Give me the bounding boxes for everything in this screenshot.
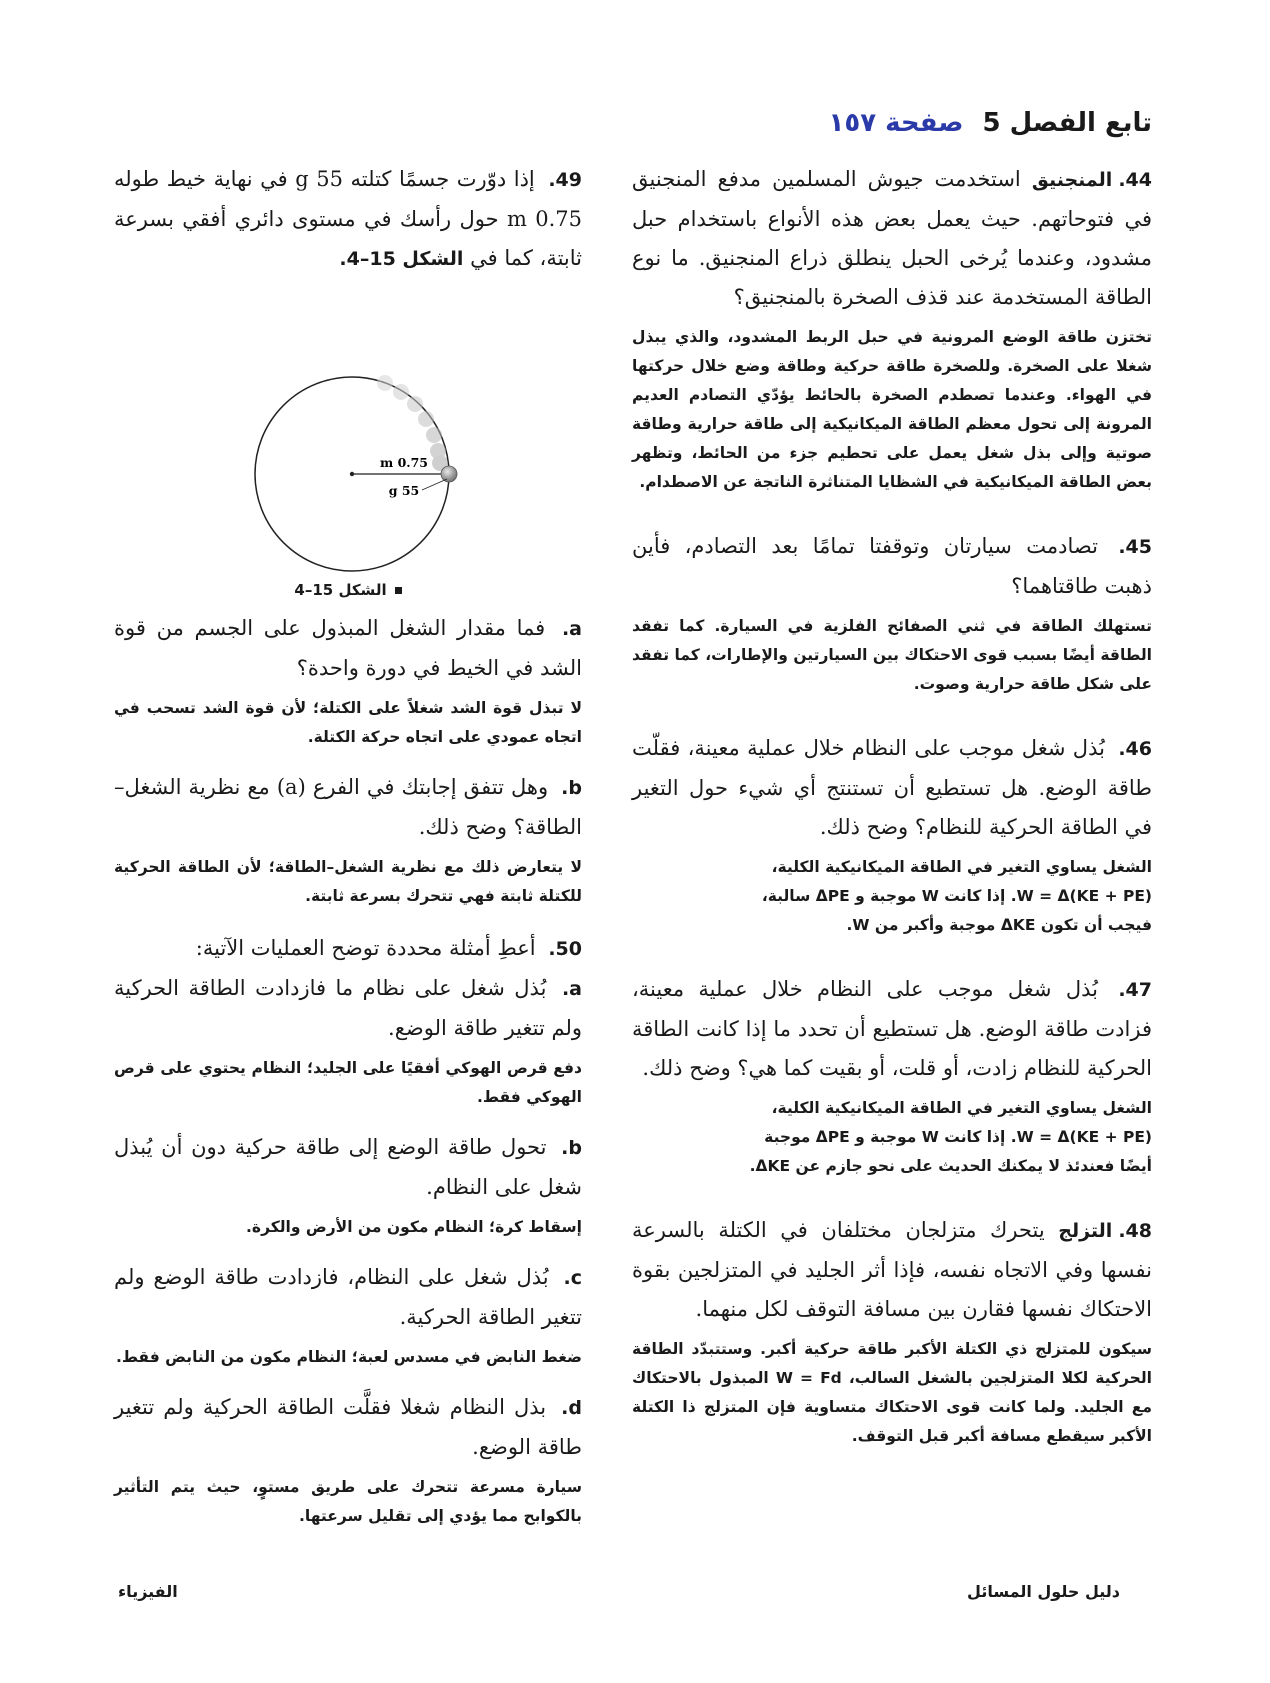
question-number: 50. xyxy=(548,938,582,960)
answer-text: تستهلك الطاقة في ثني الصفائح الفلزية في السيارة. كما تفقد الطاقة أيضًا بسبب قوى الاحتكاك بين السيارتين والإطارات، كما تفقد على شكل طاقة حرارية وصوت. xyxy=(632,617,1152,693)
subquestion-label: c. xyxy=(563,1267,583,1289)
question-49b xyxy=(114,768,582,911)
footer-book-title: دليل حلول المسائل xyxy=(967,1582,1120,1601)
ball-mass xyxy=(441,466,457,482)
question-44 xyxy=(632,160,1152,497)
question-text: يتحرك متزلجان مختلفان في الكتلة بالسرعة نفسها وفي الاتجاه نفسه، فإذا أثر الجليد في المتزلجين بقوة الاحتكاك نفسها فقارن بين مسافة التوقف لكل منهما. xyxy=(632,1218,1152,1321)
answer-text xyxy=(632,853,1152,940)
caption-text: الشكل 15–4 xyxy=(294,581,387,599)
subquestion-text: بُذل شغل على نظام ما فازدادت الطاقة الحركية ولم تتغير طاقة الوضع. xyxy=(114,976,582,1040)
question-text: تصادمت سيارتان وتوقفتا تمامًا بعد التصادم، فأين ذهبت طاقتاهما؟ xyxy=(632,534,1152,598)
answer-line: أيضًا فعندئذ لا يمكنك الحديث على نحو جازم عن ΔKE. xyxy=(749,1157,1152,1175)
mass-pointer xyxy=(422,479,447,490)
question-keyword: التزلج xyxy=(1058,1220,1113,1242)
figure-caption xyxy=(114,581,582,599)
question-number: 46. xyxy=(1118,738,1152,760)
answer-line: W = Δ(KE + PE). إذا كانت W موجبة و ΔPE سالبة، xyxy=(761,887,1152,905)
subquestion-label: a. xyxy=(561,978,582,1000)
radius-label: 0.75 m xyxy=(379,455,429,470)
question-number: 44. xyxy=(1118,169,1152,191)
question-47 xyxy=(632,970,1152,1181)
chapter-title: تابع الفصل 5 xyxy=(982,108,1152,138)
footer-subject: الفيزياء xyxy=(118,1582,178,1601)
subquestion-label: b. xyxy=(561,777,582,799)
answer-line: فيجب أن تكون ΔKE موجبة وأكبر من W. xyxy=(846,916,1152,934)
answer-line: الشغل يساوي التغير في الطاقة الميكانيكية الكلية، xyxy=(771,1099,1152,1117)
center-dot xyxy=(350,472,354,476)
answer-line: W = Δ(KE + PE). إذا كانت W موجبة و ΔPE موجبة xyxy=(764,1128,1152,1146)
question-50a xyxy=(114,969,582,1112)
subquestion-label: b. xyxy=(561,1137,582,1159)
circle-diagram xyxy=(114,279,582,609)
figure-reference: الشكل 15–4. xyxy=(339,248,464,270)
page-reference: صفحة ١٥٧ xyxy=(828,108,964,138)
left-column xyxy=(114,160,582,1531)
subquestion-text: بذل النظام شغلا فقلَّت الطاقة الحركية ولم تتغير طاقة الوضع. xyxy=(114,1395,582,1459)
answer-text xyxy=(632,1094,1152,1181)
question-49a xyxy=(114,609,582,752)
question-50c xyxy=(114,1258,582,1372)
answer-text: لا تبذل قوة الشد شغلاً على الكتلة؛ لأن قوة الشد تسحب في اتجاه عمودي على اتجاه حركة الكتلة. xyxy=(114,699,582,746)
answer-text: تختزن طاقة الوضع المرونية في حبل الربط المشدود، والذي يبذل شغلا على الصخرة. وللصخرة طاقة حركية وطاقة وضع خلال حركتها في الهواء. وعندما تصطدم الصخرة بالحائط يؤدّي التصادم العديم المرونة إلى تحول معظم الطاقة الميكانيكية إلى طاقة حرارية وطاقة صوتية وإلى بذل شغل يعمل على تحطيم جزء من الحائط، وتظهر بعض الطاقة الميكانيكية في الشظايا المتناثرة الناتجة عن الاصطدام. xyxy=(632,328,1152,491)
right-column xyxy=(632,160,1152,1451)
page-header xyxy=(828,108,1152,138)
question-text: بُذل شغل موجب على النظام خلال عملية معينة، فقلّت طاقة الوضع. هل تستطيع أن تستنتج أي شيء حول التغير في الطاقة الحركية للنظام؟ وضح ذلك. xyxy=(632,736,1152,839)
answer-text: دفع قرص الهوكي أفقيًا على الجليد؛ النظام يحتوي على قرص الهوكي فقط. xyxy=(114,1059,582,1106)
question-50d xyxy=(114,1388,582,1531)
answer-line: الشغل يساوي التغير في الطاقة الميكانيكية الكلية، xyxy=(771,858,1152,876)
answer-text: سيكون للمتزلج ذي الكتلة الأكبر طاقة حركية أكبر. وستتبدّد الطاقة الحركية لكلا المتزلجين بالشغل السالب، W = Fd المبذول بالاحتكاك مع الجليد. ولما كانت قوى الاحتكاك متساوية فإن المتزلج ذا الكتلة الأكبر سيقطع مسافة أكبر قبل التوقف. xyxy=(632,1340,1152,1445)
question-number: 48. xyxy=(1118,1220,1152,1242)
question-text: استخدمت جيوش المسلمين مدفع المنجنيق في فتوحاتهم. حيث يعمل بعض هذه الأنواع باستخدام حبل مشدود، وعندما يُرخى الحبل ينطلق ذراع المنجنيق. ما نوع الطاقة المستخدمة عند قذف الصخرة بالمنجنيق؟ xyxy=(632,167,1152,309)
question-text: أعطِ أمثلة محددة توضح العمليات الآتية: xyxy=(195,936,536,960)
subquestion-label: a. xyxy=(561,618,582,640)
subquestion-text: فما مقدار الشغل المبذول على الجسم من قوة الشد في الخيط في دورة واحدة؟ xyxy=(114,616,582,680)
question-45 xyxy=(632,527,1152,699)
answer-text: إسقاط كرة؛ النظام مكون من الأرض والكرة. xyxy=(246,1218,582,1236)
figure-circular-motion xyxy=(114,279,582,609)
question-50b xyxy=(114,1128,582,1242)
answer-text: ضغط النابض في مسدس لعبة؛ النظام مكون من النابض فقط. xyxy=(115,1348,582,1366)
subquestion-text: بُذل شغل على النظام، فازدادت طاقة الوضع ولم تتغير الطاقة الحركية. xyxy=(114,1265,582,1329)
question-keyword: المنجنيق xyxy=(1031,169,1113,191)
question-49 xyxy=(114,160,582,911)
question-number: 45. xyxy=(1118,536,1152,558)
answer-text: لا يتعارض ذلك مع نظرية الشغل–الطاقة؛ لأن الطاقة الحركية للكتلة ثابتة فهي تتحرك بسرعة ثابتة. xyxy=(114,858,582,905)
question-46 xyxy=(632,729,1152,940)
caption-bullet xyxy=(395,587,402,594)
question-text: بُذل شغل موجب على النظام خلال عملية معينة، فزادت طاقة الوضع. هل تستطيع أن تحدد ما إذا كانت الطاقة الحركية للنظام زادت، أو قلت، أو بقيت كما هي؟ وضح ذلك. xyxy=(632,977,1152,1080)
question-50 xyxy=(114,929,582,1531)
question-text: إذا دوّرت جسمًا كتلته 55 g في نهاية خيط طوله 0.75 m حول رأسك في مستوى دائري أفقي بسرعة ثابتة، كما في xyxy=(114,167,582,270)
question-48 xyxy=(632,1211,1152,1451)
answer-text: سيارة مسرعة تتحرك على طريق مستوٍ، حيث يتم التأثير بالكوابح مما يؤدي إلى تقليل سرعتها. xyxy=(114,1478,582,1525)
subquestion-text: وهل تتفق إجابتك في الفرع (a) مع نظرية الشغل–الطاقة؟ وضح ذلك. xyxy=(114,775,582,839)
question-number: 49. xyxy=(548,169,582,191)
subquestion-label: d. xyxy=(561,1397,582,1419)
subquestion-text: تحول طاقة الوضع إلى طاقة حركية دون أن يُبذل شغل على النظام. xyxy=(114,1135,582,1199)
mass-label: 55 g xyxy=(388,483,420,498)
question-number: 47. xyxy=(1118,979,1152,1001)
